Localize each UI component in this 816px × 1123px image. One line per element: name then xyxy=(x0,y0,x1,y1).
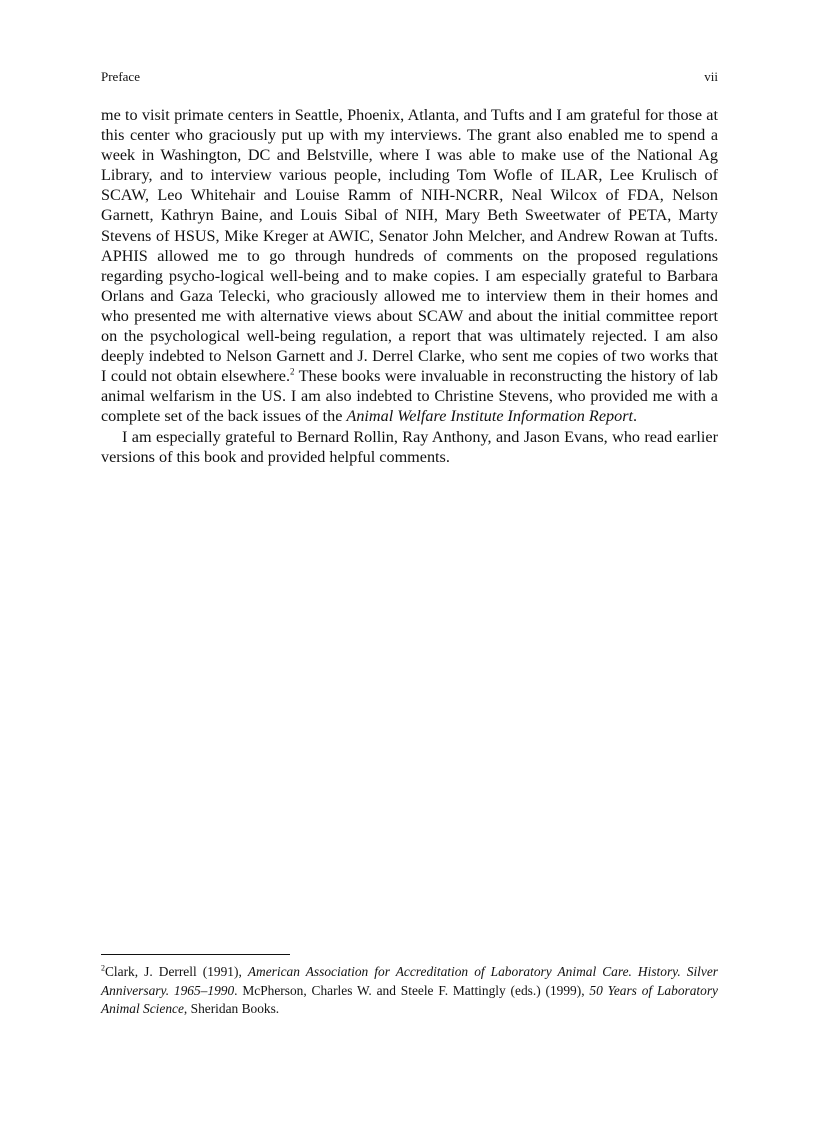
running-head-title: Preface xyxy=(101,69,140,84)
footnote-text-3: , Sheridan Books. xyxy=(183,1001,280,1016)
footnote xyxy=(101,963,718,1019)
body-text xyxy=(101,105,718,467)
page-number: vii xyxy=(704,69,718,84)
footnote-text-2: . McPherson, Charles W. and Steele F. Mattingly (eds.) (1999), xyxy=(234,982,590,998)
footnote-reference[interactable]: 2 xyxy=(290,366,295,377)
paragraph-1-continuation: These books were invaluable in reconstructing the history of lab animal welfarism in the US. I am also indebted to Christine Stevens, who provided me with a complete set of the back issues of the xyxy=(101,367,718,426)
paragraph-1-text: me to visit primate centers in Seattle, Phoenix, Atlanta, and Tufts and I am grateful for those at this center who graciously put up with my interviews. The grant also enabled me to spend a week in Washington, DC and Belstville, where I was able to make use of the National Ag Library, and to interview various people, including Tom Wofle of ILAR, Lee Krulisch of SCAW, Leo Whitehair and Louise Ramm of NIH-NCRR, Neal Wilcox of FDA, Nelson Garnett, Kathryn Baine, and Louis Sibal of NIH, Mary Beth Sweetwater of PETA, Marty Stevens of HSUS, Mike Kreger at AWIC, Senator John Melcher, and Andrew Rowan at Tufts. APHIS allowed me to go through hundreds of comments on the proposed regulations regarding psycho-logical well-being and to make copies. I am especially grateful to Barbara Orlans and Gaza Telecki, who graciously allowed me to interview them in their homes and who presented me with alternative views about SCAW and about the initial committee report on the psychological well-being regulation, a report that was ultimately rejected. I am also deeply indebted to Nelson Garnett and J. Derrel Clarke, who sent me copies of two works that I could not obtain elsewhere. xyxy=(101,106,718,386)
paragraph-2: I am especially grateful to Bernard Rollin, Ray Anthony, and Jason Evans, who read earlier versions of this book and provided helpful comments. xyxy=(101,427,718,466)
footnote-title-1: American Association for Accreditation of Laboratory Animal Care. History. Silver Anniversary. 1965–1990 xyxy=(101,964,719,998)
paragraph-1 xyxy=(101,105,718,427)
footnote-text-1: Clark, J. Derrell (1991), xyxy=(105,964,248,979)
report-title: Animal Welfare Institute Information Report xyxy=(346,407,633,426)
paragraph-1-end: . xyxy=(633,407,638,426)
footnote-title-2: 50 Years of Laboratory Animal Science xyxy=(101,982,718,1016)
footnote-marker: 2 xyxy=(101,963,105,973)
running-head xyxy=(101,69,718,85)
footnote-divider xyxy=(101,954,290,955)
